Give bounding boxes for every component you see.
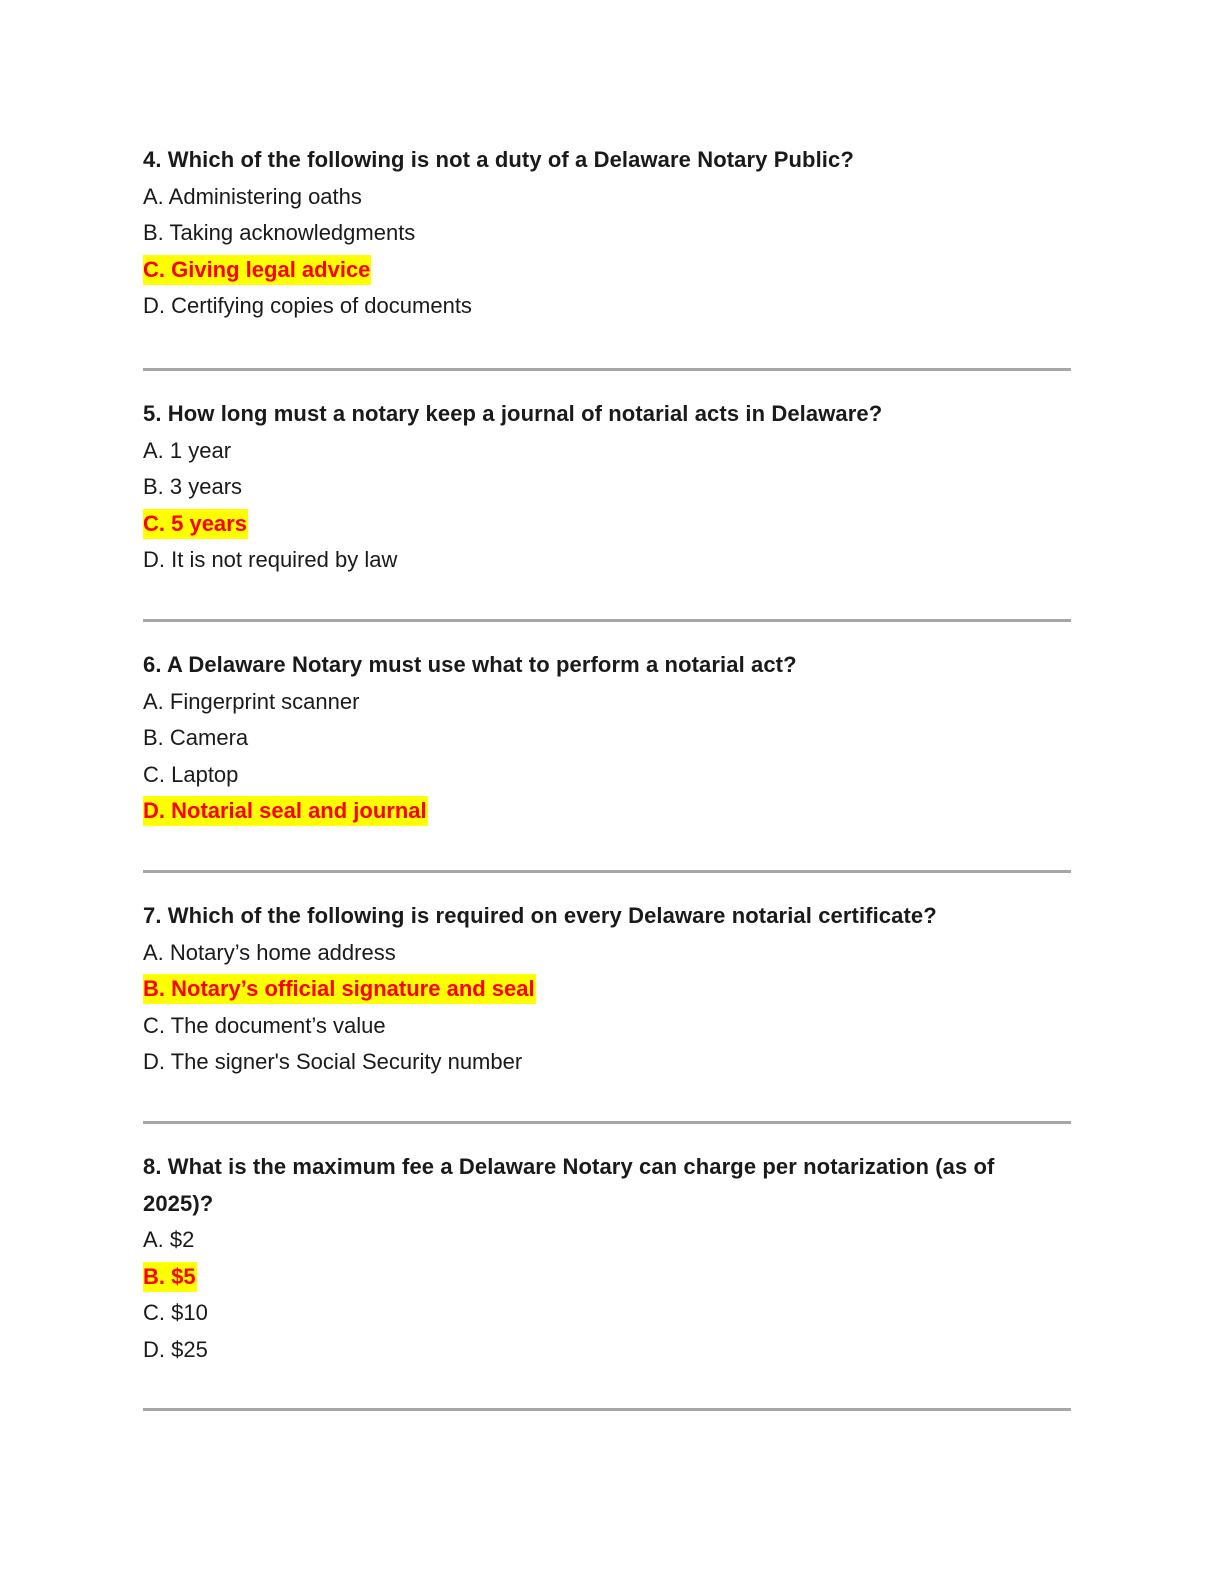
option-label: B. 3 years — [143, 474, 243, 499]
option-d — [143, 1332, 1071, 1369]
option-a — [143, 433, 1071, 470]
option-list — [143, 433, 1071, 579]
option-a — [143, 1222, 1071, 1259]
option-label: D. The signer's Social Security number — [143, 1049, 523, 1074]
option-c — [143, 1295, 1071, 1332]
question-block-8 — [143, 1124, 1071, 1408]
option-list — [143, 684, 1071, 830]
option-a — [143, 684, 1071, 721]
correct-answer-highlight: C. Giving legal advice — [143, 255, 371, 285]
option-b-correct — [143, 1259, 1071, 1296]
option-list — [143, 935, 1071, 1081]
option-label: D. $25 — [143, 1336, 208, 1362]
option-label: D. Certifying copies of documents — [143, 293, 472, 318]
option-list — [143, 179, 1071, 325]
option-label: A. 1 year — [143, 437, 232, 463]
option-b — [143, 469, 1071, 506]
quiz-page — [143, 142, 1071, 1411]
option-label: B. Camera — [143, 725, 249, 750]
question-text: 4. Which of the following is not a duty of a Delaware Notary Public? — [143, 147, 854, 172]
option-b-correct — [143, 971, 1071, 1008]
option-b — [143, 215, 1071, 252]
option-list — [143, 1222, 1071, 1368]
option-label: C. $10 — [143, 1300, 208, 1325]
option-label: D. It is not required by law — [143, 547, 398, 572]
question-text: 7. Which of the following is required on every Delaware notarial certificate? — [143, 903, 937, 928]
correct-answer-highlight: B. $5 — [143, 1262, 197, 1292]
option-label: C. Laptop — [143, 761, 239, 787]
question-block-6 — [143, 622, 1071, 870]
option-d — [143, 1044, 1071, 1081]
correct-answer-highlight: B. Notary’s official signature and seal — [143, 974, 536, 1004]
option-c — [143, 757, 1071, 794]
option-d — [143, 288, 1071, 325]
option-a — [143, 935, 1071, 972]
question-block-4 — [143, 142, 1071, 368]
option-c — [143, 1008, 1071, 1045]
question-text: 8. What is the maximum fee a Delaware Notary can charge per notarization (as of 2025)? — [143, 1154, 995, 1216]
option-label: B. Taking acknowledgments — [143, 220, 416, 245]
option-label: A. Fingerprint scanner — [143, 688, 360, 714]
section-divider — [143, 1408, 1071, 1411]
option-a — [143, 179, 1071, 216]
option-d — [143, 542, 1071, 579]
option-b — [143, 720, 1071, 757]
option-label: A. Notary’s home address — [143, 939, 396, 965]
option-d-correct — [143, 793, 1071, 830]
option-c-correct — [143, 506, 1071, 543]
option-label: A. Administering oaths — [143, 183, 362, 209]
question-block-7 — [143, 873, 1071, 1121]
question-block-5 — [143, 371, 1071, 619]
correct-answer-highlight: C. 5 years — [143, 509, 248, 539]
question-text: 6. A Delaware Notary must use what to perform a notarial act? — [143, 652, 797, 677]
correct-answer-highlight: D. Notarial seal and journal — [143, 796, 428, 826]
option-c-correct — [143, 252, 1071, 289]
question-text: 5. How long must a notary keep a journal of notarial acts in Delaware? — [143, 401, 883, 426]
option-label: A. $2 — [143, 1227, 195, 1252]
option-label: C. The document’s value — [143, 1012, 386, 1038]
